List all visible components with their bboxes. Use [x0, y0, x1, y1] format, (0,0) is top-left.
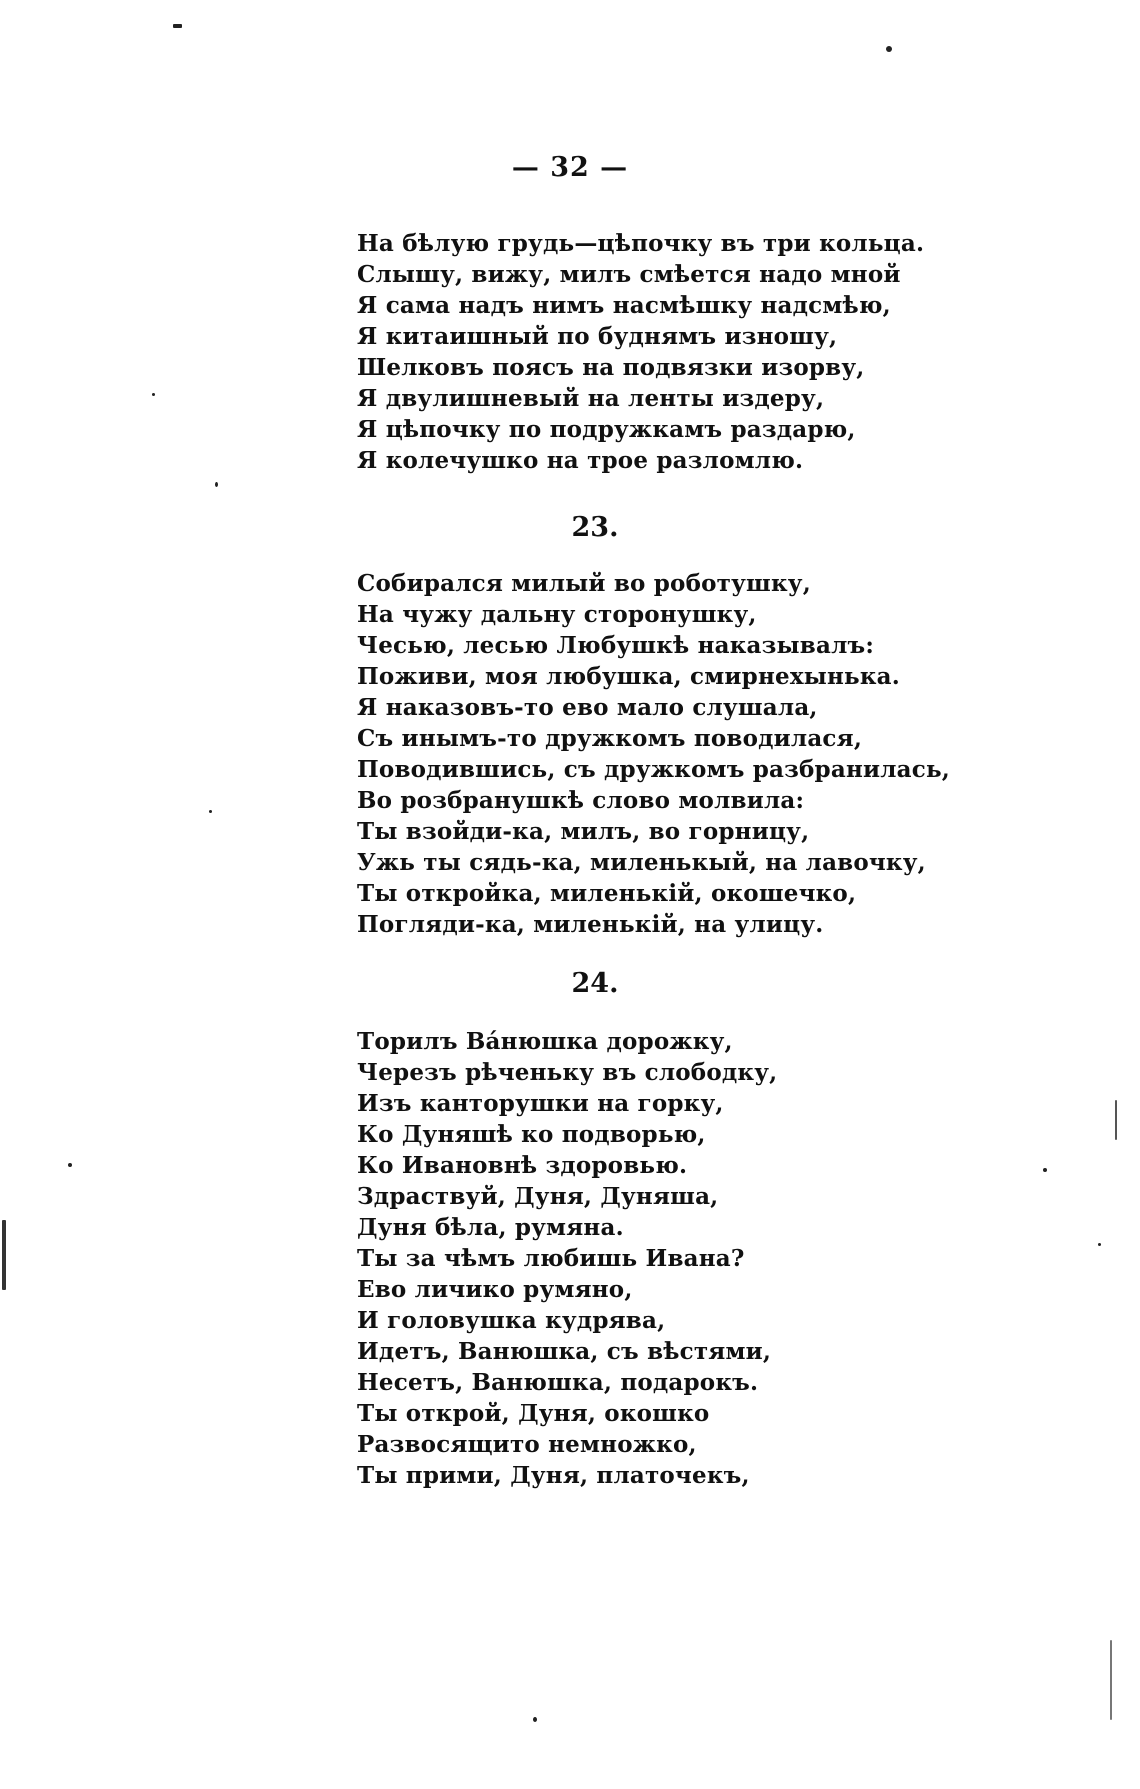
verse-line: Ты взойди-ка, милъ, во горницу, [357, 818, 810, 845]
verse-line: Ты открой, Дуня, окошко [357, 1400, 710, 1427]
verse-line: Ты за чѣмъ любишь Ивана? [357, 1245, 745, 1272]
verse-line: Я наказовъ-то ево мало слушала, [357, 694, 818, 721]
verse-line: Развосящито немножко, [357, 1431, 697, 1458]
verse-line: Собирался милый во роботушку, [357, 570, 811, 597]
scan-speck [173, 24, 182, 28]
verse-line: И головушка кудрява, [357, 1307, 666, 1334]
verse-line: На бѣлую грудь—цѣпочку въ три кольца. [357, 230, 925, 257]
scan-speck [215, 482, 218, 487]
verse-line: Чесью, лесью Любушкѣ наказывалъ: [357, 632, 875, 659]
song-23-verses [357, 568, 950, 940]
verse-line: Здраствуй, Дуня, Дуняша, [357, 1183, 719, 1210]
verse-line: Во розбранушкѣ слово молвила: [357, 787, 805, 814]
scan-speck [886, 46, 892, 52]
verse-line: Я китаишный по буднямъ изношу, [357, 323, 838, 350]
stanza-continued [357, 228, 924, 476]
verse-line: Идетъ, Ванюшка, съ вѣстями, [357, 1338, 772, 1365]
song-number-24: 24. [571, 968, 619, 999]
verse-line: Ко Ивановнѣ здоровью. [357, 1152, 688, 1179]
song-24-verses [357, 1026, 777, 1491]
verse-line: Погляди-ка, миленькій, на улицу. [357, 911, 824, 938]
scan-speck [533, 1717, 537, 1722]
verse-line: Слышу, вижу, милъ смѣется надо мной [357, 261, 901, 288]
scan-speck [2, 1220, 6, 1290]
verse-line: Съ инымъ-то дружкомъ поводилася, [357, 725, 863, 752]
verse-line: На чужу дальну сторонушку, [357, 601, 757, 628]
verse-line: Я двулишневый на ленты издеру, [357, 385, 825, 412]
verse-line: Я колечушко на трое разломлю. [357, 447, 804, 474]
verse-line: Ево личико румяно, [357, 1276, 633, 1303]
verse-line: Ты прими, Дуня, платочекъ, [357, 1462, 750, 1489]
verse-line: Торилъ Ва́нюшка дорожку, [357, 1028, 733, 1055]
scan-speck [209, 810, 212, 813]
verse-line: Изъ канторушки на горку, [357, 1090, 724, 1117]
page-number: — 32 — [511, 152, 629, 183]
verse-line: Дуня бѣла, румяна. [357, 1214, 624, 1241]
scan-speck [152, 393, 155, 396]
verse-line: Ты откройка, миленькій, окошечко, [357, 880, 857, 907]
verse-line: Ужь ты сядь-ка, миленькый, на лавочку, [357, 849, 926, 876]
verse-line: Я цѣпочку по подружкамъ раздарю, [357, 416, 856, 443]
scan-speck [1098, 1243, 1101, 1246]
verse-line: Ко Дуняшѣ ко подворью, [357, 1121, 706, 1148]
scan-speck [68, 1163, 72, 1167]
verse-line: Шелковъ поясъ на подвязки изорву, [357, 354, 865, 381]
verse-line: Черезъ рѣченьку въ слободку, [357, 1059, 778, 1086]
song-number-23: 23. [571, 512, 619, 543]
scan-speck [1115, 1100, 1117, 1140]
verse-line: Поводившись, съ дружкомъ разбранилась, [357, 756, 950, 783]
verse-line: Несетъ, Ванюшка, подарокъ. [357, 1369, 759, 1396]
verse-line: Поживи, моя любушка, смирнехынька. [357, 663, 900, 690]
scan-speck [1110, 1640, 1112, 1720]
scan-speck [1043, 1168, 1047, 1172]
verse-line: Я сама надъ нимъ насмѣшку надсмѣю, [357, 292, 891, 319]
